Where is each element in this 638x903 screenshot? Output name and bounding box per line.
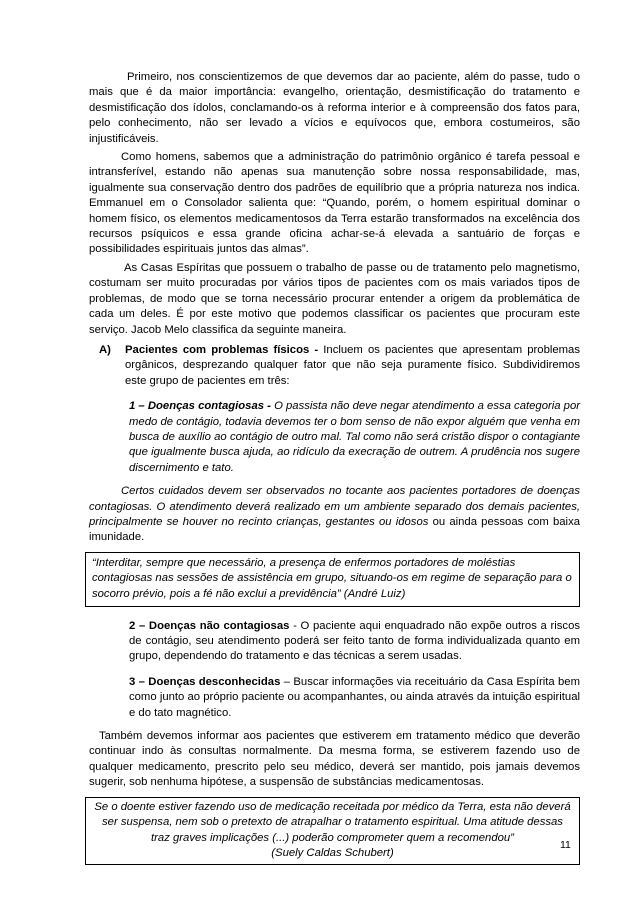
section-title: Pacientes com problemas físicos - [125,343,319,356]
section-body [125,343,580,389]
paragraph-medical-treatment: Também devemos informar aos pacientes que estiverem em tratamento médico que deverão continuar indo às consultas normalmente. Da mesma forma, se estiverem fazendo uso de qualquer medicamento, prescrito pelo seu médico, deverá ser mantido, pois jamais devemos sugerir, sob nenhuma hipótese, a suspensão de substâncias medicamentosas. [89,730,580,789]
quote-author: (Suely Caldas Schubert) [271,847,394,860]
item-text: – Buscar informações via receituário da Casa Espírita bem como junto ao próprio paciente ou acompanhantes, ou ainda através da intuição espiritual e do tato magnético. [129,675,580,719]
care-italic-text: Certos cuidados devem ser observados no tocante aos pacientes portadores de doenças contagiosas. O atendimento deverá realizado em um ambiente separado dos demais pacientes, principalmente se houver no recinto crianças, gestantes ou idosos [89,485,580,528]
paragraph-spiritist-houses: As Casas Espíritas que possuem o trabalho de passe ou de tratamento pelo magnetismo, costumam ser muito procuradas por vários tipos de pacientes com os mais variados tipos de problemas, de modo que se torna necessário procurar entender a origem da problemática de cada um deles. É por este motivo que podemos classificar os pacientes que procuram este serviço. Jacob Melo classifica da seguinte maneira. [89,261,580,336]
care-normal-text: ou ainda pessoas com baixa imunidade. [89,515,580,544]
paragraph-intro: Primeiro, nos conscientizemos de que devemos dar ao paciente, além do passe, tudo o mais que é da maior importância: evangelho, orientação, desmistificação do tratamento e desmistificação dos ídolos, conclamando-os à reforma interior e à compreensão dos fatos para, pelo conhecimento, não ser levado a vícios e equívocos que, embora costumeiros, são injustificáveis. [89,71,580,145]
section-text: Incluem os pacientes que apresentam problemas orgânicos, desprezando qualquer fator que não seja puramente físico. Subdividiremos este grupo de pacientes em três: [125,343,580,387]
section-physical-patients [99,343,580,389]
quote-text: Se o doente estiver fazendo uso de medicação receitada por médico da Terra, esta não deverá ser suspensa, nem sob o pretexto de atrapalhar o tratamento espiritual. Uma atitude dessas traz graves implicações (...) poderão comprometer quem a recomendou” [94,800,571,844]
item-text: - O paciente aqui enquadrado não expõe outros a riscos de contágio, seu atendimento poderá ser feito tanto de forma individualizada quanto em grupo, dependendo do tratamento e das técnicas a serem usadas. [129,619,580,663]
paragraph-care-contagious [89,484,580,546]
item-unknown-diseases [129,675,580,721]
item-title: 1 – Doenças contagiosas - [129,400,271,413]
page-content [89,70,580,865]
quote-box-andre-luiz: “Interditar, sempre que necessário, a presença de enfermos portadores de moléstias contagiosas nas sessões de assistência em grupo, situando-os em regime de separação para o socorro prévio, pois a fé não exclui a previdência” (André Luiz) [85,552,580,607]
item-contagious-diseases [129,399,580,476]
item-non-contagious-diseases [129,619,580,665]
quote-box-suely-schubert [85,797,580,865]
paragraph-organic-patrimony: Como homens, sabemos que a administração do patrimônio orgânico é tarefa pessoal e intransferível, estando não apenas sua manutenção sobre nossa responsabilidade, mas, igualmente sua conservação dentro dos padrões de equilíbrio que a própria natureza nos indica. Emmanuel em o Consolador salienta que: “Quando, porém, o homem espiritual dominar o homem físico, os elementos medicamentosos da Terra estarão transformados na excelência dos recursos psíquicos e essa grande oficina achar-se-á elevada a santuário de forças e possibilidades espirituais juntos das almas”. [89,151,580,256]
item-title: 3 – Doenças desconhecidas [129,675,281,688]
item-title: 2 – Doenças não contagiosas [129,619,290,632]
section-label: A) [99,343,111,356]
page-number: 11 [560,839,571,851]
item-text: O passista não deve negar atendimento a essa categoria por medo de contágio, todavia devemos ter o bom senso de não expor alguém que venha em busca de auxílio ao contágio de outro mal. Tal como não será cristão dispor o contagiante que igualmente busca ajuda, ao ridículo da execração de outrem. A prudência nos sugere discernimento e tato. [129,400,581,474]
